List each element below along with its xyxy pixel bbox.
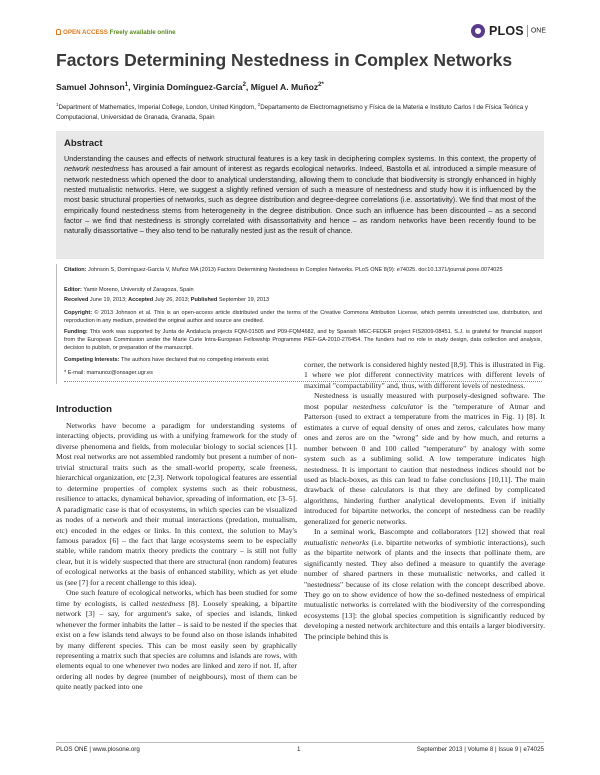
editor: [64, 286, 542, 294]
accepted-label: Accepted: [128, 297, 154, 303]
open-access-banner: [56, 29, 176, 36]
received-label: Received: [64, 297, 89, 303]
text-run: In a seminal work, Bascompte and collaborators [12] showed that real: [314, 527, 545, 537]
plos-one-logo: [471, 22, 546, 40]
dates: [64, 296, 542, 304]
funding-text: This work was supported by Junta de Andalucía projects FQM-01505 and P09-FQM4682, and by Spanish MEC-FEDER project FIS2009-08451. S.J. is grateful for financial support from the European Commission under the Marie Curie Intra-European Fellowship Programme PIEF-GA-2010-276454. The funders had no role in study design, data collection and analysis, decision to publish, or preparation of the manuscript.: [64, 329, 542, 352]
abstract-text-italic: network nestedness: [64, 164, 129, 174]
editor-label: Editor:: [64, 287, 82, 293]
corresponding-email[interactable]: * E-mail: mamunoz@onsager.ugr.es: [64, 370, 153, 376]
affil-mark: 2: [257, 102, 261, 107]
footer-issue: September 2013 | Volume 8 | Issue 9 | e74025: [416, 746, 544, 753]
plos-logo-word: PLOS: [488, 23, 524, 38]
citation-text: Johnson S, Domínguez-García V, Muñoz MA (2013) Factors Determining Nestedness in Complex Networks. PLoS ONE 8(9): e74025. doi:10.1371/journal.pone.0074025: [88, 267, 503, 273]
text-run: Nestedness is usually measured with purposely-designed software. The most popular: [304, 391, 545, 411]
author-name: Virginia Domínguez-García: [132, 82, 243, 92]
competing-label: Competing Interests:: [64, 357, 120, 363]
text-run-italic: mutualistic networks: [304, 537, 369, 547]
author-name: Samuel Johnson: [56, 82, 125, 92]
meta-rule: [56, 264, 57, 384]
intro-heading: Introduction: [56, 404, 112, 415]
freely-available-text: Freely available online: [109, 29, 176, 36]
plos-logo-icon: [471, 24, 485, 38]
text-run-italic: nestedness calculator: [352, 401, 423, 411]
paragraph: corner, the network is considered highly nested [8,9]. This is illustrated in Fig. 1 where we plot different connectivity matrices with different levels of maximal "compactability" and, thus, with different levels of nestedness.: [304, 360, 545, 390]
copyright-text: © 2013 Johnson et al. This is an open-access article distributed under the terms of the Creative Commons Attribution License, which permits unrestricted use, distribution, and reproduction in any medium, provided the original author and source are credited.: [64, 310, 542, 325]
page-number: 1: [297, 746, 301, 753]
open-access-lock-icon: [56, 29, 61, 35]
affiliation-2: Departamento de Electromagnetismo y Física de la Materia e Instituto Carlos I de Física Teórica y Computacional, Universidad de Granada, Granada, Spain: [56, 104, 528, 121]
funding-label: Funding:: [64, 329, 88, 335]
text-run: (i.e. bipartite networks of symbiotic interactions), such as the bipartite network of plants and the insects that pollinate them, are significantly nested. They also defined a measure to quantify the average number of shared partners in these mutualistic networks, and called it "nestedness" because of its close relation with the concept described above. They go on to show evidence of how the so-defined nestedness of empirical mutualistic networks is correlated with the biodiversity of the corresponding ecosystems [13]: the global species competition is significantly reduced by developing a nested network architecture and this entails a larger biodiversity. The principle behind this is: [304, 537, 545, 641]
text-run: One such feature of ecological networks, which has been studied for some time by ecologists, is called: [56, 588, 297, 608]
funding: [64, 328, 542, 352]
published-label: Published: [190, 297, 218, 303]
abstract-text-part: Understanding the causes and effects of network structural features is a key task in deciphering complex systems. In this context, the property of: [64, 154, 536, 163]
citation-label: Citation:: [64, 267, 87, 273]
abstract-text: [64, 154, 536, 237]
affiliations: [56, 100, 551, 122]
footer-journal[interactable]: PLOS ONE | www.plosone.org: [56, 746, 140, 753]
abstract-heading: Abstract: [64, 138, 103, 149]
author-affil-mark: 1: [124, 82, 129, 89]
competing-text: The authors have declared that no competing interests exist.: [120, 357, 270, 363]
paragraph: [56, 588, 297, 693]
paragraph: [304, 527, 545, 642]
text-run: is the "temperature of Atmar and Patterson (used to extract a temperature from the matrices in Fig. 1) [8]. It estimates a curve of equal density of ones and zeros, calculates how many ones and zeros are on the "wrong" side and by how much, and returns a number between 0 and 100 called "temperature" by analogy with some system such as a subliming solid. A low temperature indicates high nestedness. It is important to caution that nestedness indices should not be used as black-boxes, as this can lead to false conclusions [10,11]. The main drawback of these calculators is that they are defined by complicated algorithms, hindering further analytical developments. Even if initially introduced for bipartite networks, the concept of nestedness can be readily generalized for generic networks.: [304, 401, 545, 526]
text-run: [8]. Loosely speaking, a bipartite network [3] – say, for argument's sake, of species and islands, linked whenever the former inhabits the latter – is said to be nested if the species that exist on a few islands tend always to be found also on those islands inhabited by many different species. This can be most easily seen by graphically representing a matrix such that species are columns and islands are rows, with elements equal to one whenever two nodes are linked and zero if not. If, after ordering all nodes by degree (number of neighbours), most of them can be quite neatly packed into one: [56, 598, 297, 692]
text-run-italic: nestedness: [151, 598, 185, 608]
abstract-text-part: has aroused a fair amount of interest as regards ecological networks. Indeed, Bastolla et al. introduced a simple measure of network nestedness which opened the door to analytical understanding, allowing them to conclude that biodiversity is strongly enhanced in highly nested mutualistic networks. Here, we suggest a slightly refined version of such a measure of nestedness and study how it is influenced by the most basic structural properties of networks, such as degree distribution and degree-degree correlations (i.e. assortativity). We find that most of the empirically found nestedness stems from heterogeneity in the degree distribution. Once such an influence has been discounted – as a second factor – we find that nestedness is strongly correlated with disassortativity and hence – as random networks have been recently found to be naturally disassortative – they also tend to be naturally nested just as the result of chance.: [64, 164, 536, 236]
right-column: [304, 360, 545, 642]
paper-title: Factors Determining Nestedness in Complex Networks: [56, 50, 513, 70]
plos-logo-suffix: ONE: [530, 27, 546, 35]
paragraph: Networks have become a paradigm for understanding systems of interacting objects, providing us with a unifying framework for the study of diverse phenomena and fields, from molecular biology to social sciences [1]. Most real networks are not assembled randomly but present a number of non-trivial structural traits such as the small-world property, scale freeness, hierarchical organization, etc [2,3]. Network topological features are essential to determine properties of complex systems such as their robustness, resilience to attacks, dynamical behavior, spreading of information, etc [3–5]. A paradigmatic case is that of ecosystems, in which species can be visualized as nodes of a network and their mutual interactions (predation, mutualism, etc) encoded in the edges or links. In this context, the solution to May's famous paradox [6] – the fact that large ecosystems seem to be especially stable, while random matrix theory predicts the contrary – is still not fully clear, but it is widely suspected that there are structural (non random) features of ecological networks at the basis of enhanced stability, which as yet elude us (see [7] for a recent challenge to this idea).: [56, 421, 297, 587]
received-date: June 19, 2013;: [89, 297, 127, 303]
editor-text: Yamir Moreno, University of Zaragoza, Spain: [83, 287, 194, 293]
copyright: [64, 309, 542, 325]
citation: [64, 266, 542, 274]
affiliation-1: Department of Mathematics, Imperial College, London, United Kingdom,: [58, 104, 256, 112]
access-word: ACCESS: [82, 29, 108, 36]
author-affil-mark: 2*: [318, 82, 324, 89]
author-name: Miguel A. Muñoz: [250, 82, 319, 92]
logo-separator: [527, 25, 528, 37]
open-word: OPEN: [63, 29, 81, 36]
paragraph: [304, 391, 545, 527]
author-affil-mark: 2: [242, 82, 246, 89]
published-date: September 19, 2013: [218, 297, 270, 303]
left-column: [56, 421, 297, 693]
accepted-date: July 26, 2013;: [154, 297, 190, 303]
affil-mark: 1: [56, 102, 59, 107]
footer-rule: [56, 742, 544, 743]
author-list: Samuel Johnson$^1$, Virginia Domínguez-García$^2$, Miguel A. Muñoz$^{2*}$: [56, 82, 324, 92]
copyright-label: Copyright:: [64, 310, 93, 316]
